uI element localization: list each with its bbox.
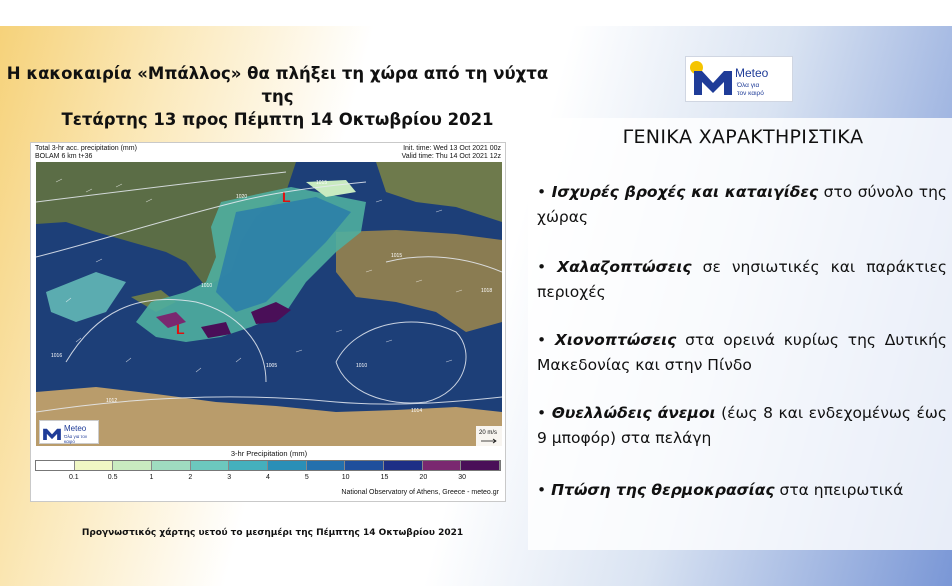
logo-tagline-line-1: Όλα για bbox=[737, 82, 760, 89]
isobar-label: 1015 bbox=[391, 253, 403, 259]
slide bbox=[0, 26, 952, 586]
colorbar-tick-label: 4 bbox=[266, 474, 270, 481]
map-header-right-line-1: Init. time: Wed 13 Oct 2021 00z bbox=[403, 145, 501, 152]
bullet-item: • Ισχυρές βροχές και καταιγίδες στο σύνολο της χώρας bbox=[537, 183, 948, 226]
bullet-bold: Ισχυρές βροχές και καταιγίδες bbox=[551, 183, 819, 201]
isobar-label: 1010 bbox=[356, 363, 368, 369]
map-caption: Προγνωστικός χάρτης υετού το μεσημέρι της Πέμπτης 14 Οκτωβρίου 2021 bbox=[81, 528, 464, 538]
colorbar-segment bbox=[113, 461, 152, 470]
title-line-2: Τετάρτης 13 προς Πέμπτη 14 Οκτωβρίου 2021 bbox=[61, 110, 494, 129]
colorbar-segment bbox=[229, 461, 268, 470]
map-header-left-line-1: Total 3-hr acc. precipitation (mm) bbox=[35, 145, 137, 152]
meteo-logo-icon bbox=[694, 65, 732, 95]
isobar-label: 1010 bbox=[201, 283, 213, 289]
colorbar-segment bbox=[36, 461, 75, 470]
isobar-label: 1005 bbox=[266, 363, 278, 369]
colorbar-segment bbox=[152, 461, 191, 470]
map-logo-tagline: Όλα για τον καιρό bbox=[64, 434, 88, 444]
meteo-logo-icon bbox=[43, 426, 61, 440]
bullet-bold: Θυελλώδεις άνεμοι bbox=[551, 404, 716, 422]
map-header-left bbox=[35, 145, 137, 161]
isobar-label: 1012 bbox=[106, 398, 118, 404]
title-line-1: Η κακοκαιρία «Μπάλλος» θα πλήξει τη χώρα από τη νύχτα της bbox=[6, 64, 549, 106]
map-header-right-line-2: Valid time: Thu 14 Oct 2021 12z bbox=[401, 153, 501, 160]
low-pressure-marker: L bbox=[282, 189, 291, 205]
logo-tagline bbox=[737, 82, 787, 98]
isobar-label: 1014 bbox=[411, 408, 423, 414]
bullet-text: στα ορεινά κυρίως της Δυτικής Μακεδονίας και στην Πίνδο bbox=[537, 331, 947, 374]
colorbar-tick-label: 10 bbox=[341, 474, 350, 481]
isobar-label: 1016 bbox=[51, 353, 63, 359]
bullet-item: • Πτώση της θερμοκρασίας στα ηπειρωτικά bbox=[537, 481, 904, 499]
precipitation-map bbox=[30, 142, 506, 502]
slide-title bbox=[0, 62, 565, 131]
colorbar-segment bbox=[461, 461, 500, 470]
bullet-bold: Πτώση της θερμοκρασίας bbox=[551, 481, 775, 499]
colorbar-tick-label: 1 bbox=[149, 474, 154, 481]
colorbar-segment bbox=[423, 461, 462, 470]
colorbar-segment bbox=[191, 461, 230, 470]
colorbar-tick-label: 3 bbox=[227, 474, 232, 481]
colorbar-segment bbox=[268, 461, 307, 470]
bullet-text: στα ηπειρωτικά bbox=[774, 481, 904, 499]
bullet-bold: Χαλαζοπτώσεις bbox=[557, 258, 692, 276]
colorbar-segment bbox=[307, 461, 346, 470]
colorbar bbox=[35, 460, 501, 471]
map-image bbox=[36, 162, 502, 446]
bullet-bold: Χιονοπτώσεις bbox=[554, 331, 677, 349]
colorbar-segment bbox=[384, 461, 423, 470]
map-meteo-logo bbox=[39, 420, 99, 444]
colorbar-tick-label: 0.1 bbox=[68, 474, 79, 481]
colorbar-segment bbox=[75, 461, 114, 470]
bullet-text: (έως 8 και ενδεχομένως έως 9 μποφόρ) στα πελάγη bbox=[537, 404, 947, 447]
wind-scale-label: 20 m/s bbox=[479, 430, 498, 436]
colorbar-tick-label: 0.5 bbox=[107, 474, 118, 481]
features-panel bbox=[528, 118, 952, 550]
isobar-label: 1018 bbox=[481, 288, 493, 294]
colorbar-tick-label: 15 bbox=[380, 474, 389, 481]
colorbar-tick-label: 30 bbox=[458, 474, 467, 481]
isobar-label: 1020 bbox=[236, 194, 248, 200]
meteo-logo bbox=[685, 56, 793, 102]
bullet-text: στο σύνολο της χώρας bbox=[537, 183, 948, 226]
logo-tagline-line-2: τον καιρό bbox=[737, 90, 764, 97]
colorbar-ticks bbox=[35, 474, 501, 484]
colorbar-title: 3-hr Precipitation (mm) bbox=[230, 449, 308, 458]
bullet-item: • Χιονοπτώσεις στα ορεινά κυρίως της Δυτικής Μακεδονίας και στην Πίνδο bbox=[537, 331, 947, 374]
low-pressure-marker: L bbox=[176, 321, 185, 337]
bullet-text: σε νησιωτικές και παράκτιες περιοχές bbox=[537, 258, 947, 301]
colorbar-tick-label: 20 bbox=[419, 474, 428, 481]
map-header-right bbox=[402, 145, 501, 161]
colorbar-segment bbox=[345, 461, 384, 470]
map-header-left-line-2: BOLAM 6 km t+36 bbox=[35, 153, 93, 160]
bullet-item: • Θυελλώδεις άνεμοι (έως 8 και ενδεχομένως έως 9 μποφόρ) στα πελάγη bbox=[537, 404, 947, 447]
logo-name: Meteo bbox=[735, 66, 769, 80]
bullet-item: • Χαλαζοπτώσεις σε νησιωτικές και παράκτιες περιοχές bbox=[537, 258, 947, 301]
panel-title: ΓΕΝΙΚΑ ΧΑΡΑΚΤΗΡΙΣΤΙΚΑ bbox=[622, 126, 864, 148]
map-logo-name: Meteo bbox=[64, 424, 87, 433]
colorbar-tick-label: 2 bbox=[188, 474, 193, 481]
map-credit: National Observatory of Athens, Greece - meteo.gr bbox=[341, 489, 499, 496]
isobar-label: 1015 bbox=[316, 180, 328, 186]
colorbar-tick-label: 5 bbox=[304, 474, 309, 481]
